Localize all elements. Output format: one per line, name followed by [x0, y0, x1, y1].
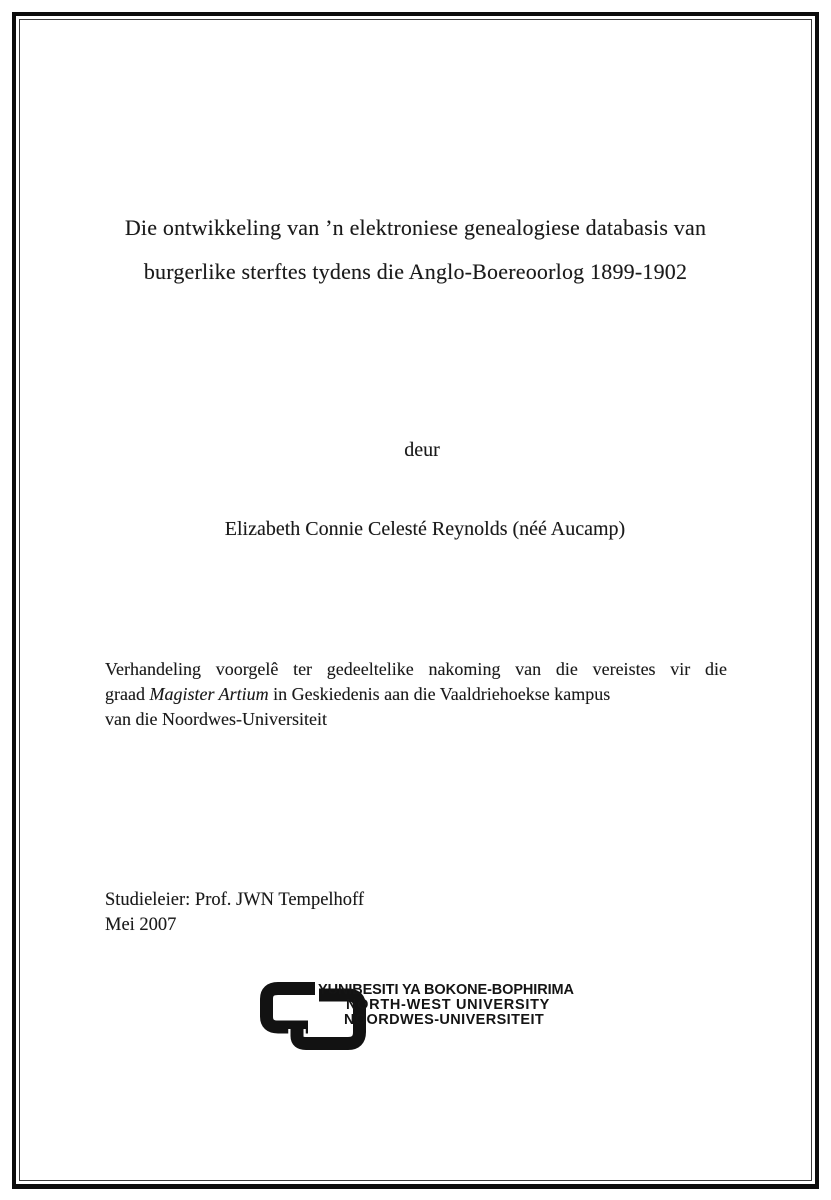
submission-line-2	[105, 682, 727, 707]
byline-label: deur	[404, 439, 440, 461]
logo-text-line-2: NORTH-WEST UNIVERSITY	[346, 997, 551, 1013]
submission-line-3: van die Noordwes-Universiteit	[105, 708, 327, 729]
thesis-title-line-2: burgerlike sterftes tydens die Anglo-Boereoorlog 1899-1902	[143, 259, 688, 284]
supervisor-block	[105, 888, 525, 937]
logo-text-line-1: YUNIBESITI YA BOKONE-BOPHIRIMA	[318, 982, 574, 998]
university-logo	[258, 976, 588, 1054]
thesis-title	[0, 206, 831, 294]
date-line: Mei 2007	[105, 914, 177, 935]
submission-statement	[105, 657, 727, 731]
submission-line-2-suffix: in Geskiedenis aan die Vaaldriehoekse kampus	[268, 683, 611, 704]
degree-name: Magister Artium	[149, 683, 269, 704]
logo-text-line-3: NOORDWES-UNIVERSITEIT	[344, 1012, 545, 1028]
thesis-title-line-1: Die ontwikkeling van ’n elektroniese genealogiese databasis van	[124, 215, 707, 240]
submission-line-2-prefix: graad	[105, 683, 150, 704]
submission-line-1: Verhandeling voorgelê ter gedeeltelike nakoming van die vereistes vir die	[105, 659, 727, 679]
author-name: Elizabeth Connie Celesté Reynolds (néé Aucamp)	[224, 518, 626, 540]
supervisor-line: Studieleier: Prof. JWN Tempelhoff	[105, 890, 365, 910]
